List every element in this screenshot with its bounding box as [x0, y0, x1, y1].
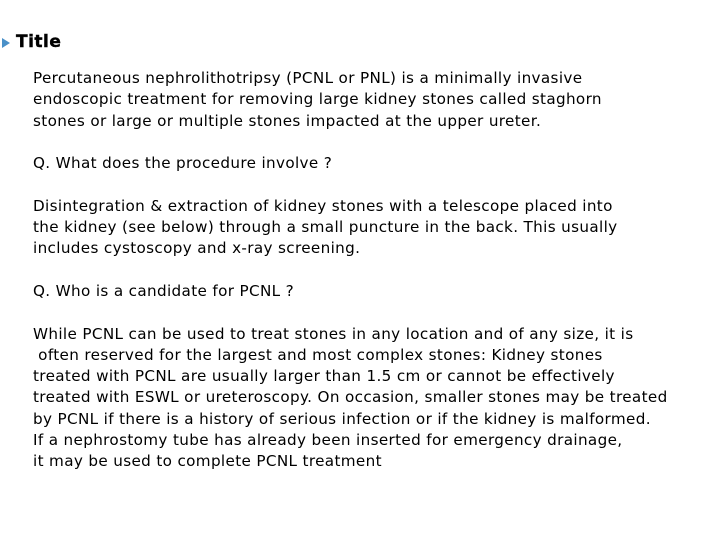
slide-body: [33, 68, 728, 473]
body-line: While PCNL can be used to treat stones in any location and of any size, it is: [33, 324, 634, 343]
body-line: treated with ESWL or ureteroscopy. On occasion, smaller stones may be treated: [33, 388, 668, 407]
body-line: If a nephrostomy tube has already been inserted for emergency drainage,: [33, 431, 623, 450]
question-line: Q. Who is a candidate for PCNL ?: [33, 281, 295, 300]
blank-line: [33, 302, 728, 323]
body-line: often reserved for the largest and most complex stones: Kidney stones: [33, 345, 603, 364]
body-line: by PCNL if there is a history of serious infection or if the kidney is malformed.: [33, 409, 651, 428]
blank-line: [33, 174, 728, 195]
body-line: Percutaneous nephrolithotripsy (PCNL or PNL) is a minimally invasive: [33, 69, 583, 87]
body-line: Disintegration & extraction of kidney stones with a telescope placed into: [33, 196, 613, 215]
question-line: Q. What does the procedure involve ?: [33, 154, 333, 173]
triangle-bullet-icon: [2, 38, 10, 48]
blank-line: [33, 132, 728, 153]
body-line: treated with PCNL are usually larger than 1.5 cm or cannot be effectively: [33, 367, 615, 386]
slide-title: Title: [16, 32, 62, 52]
body-line: endoscopic treatment for removing large kidney stones called staghorn: [33, 90, 602, 109]
body-line: includes cystoscopy and x-ray screening.: [33, 239, 361, 258]
blank-line: [33, 260, 728, 281]
body-line: stones or large or multiple stones impacted at the upper ureter.: [33, 111, 542, 130]
body-line: the kidney (see below) through a small puncture in the back. This usually: [33, 218, 618, 237]
body-line: it may be used to complete PCNL treatment: [33, 452, 382, 471]
title-row: [2, 30, 61, 54]
